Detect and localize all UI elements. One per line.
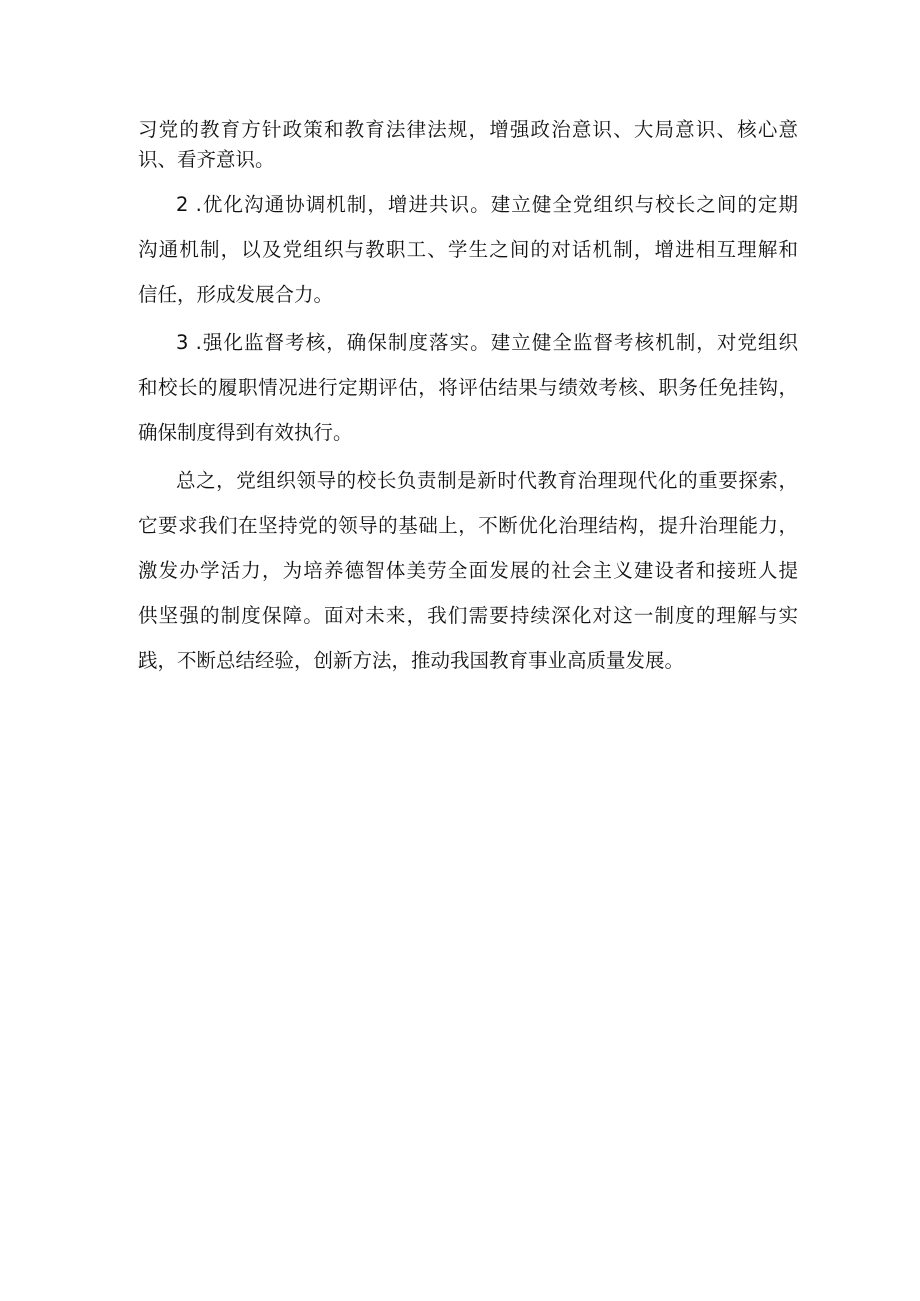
paragraph-line: 沟通机制，以及党组织与教职工、学生之间的对话机制，增进相互理解和	[138, 238, 798, 261]
paragraph-line: 它要求我们在坚持党的领导的基础上，不断优化治理结构，提升治理能力，	[138, 514, 798, 537]
paragraph-line: 3 .强化监督考核，确保制度落实。建立健全监督考核机制，对党组织	[176, 331, 798, 354]
paragraph-item-2	[138, 190, 798, 310]
paragraph-conclusion	[138, 466, 798, 676]
paragraph-line: 习党的教育方针政策和教育法律法规，增强政治意识、大局意识、核心意	[138, 118, 798, 141]
paragraph-line: 识、看齐意识。	[138, 148, 275, 171]
paragraph-item-3	[138, 328, 798, 448]
paragraph-line: 确保制度得到有效执行。	[138, 421, 353, 444]
paragraph-line: 激发办学活力，为培养德智体美劳全面发展的社会主义建设者和接班人提	[138, 559, 798, 582]
document-body	[138, 115, 798, 676]
paragraph-line: 总之，党组织领导的校长负责制是新时代教育治理现代化的重要探索，	[176, 469, 798, 492]
paragraph-line: 信任，形成发展合力。	[138, 283, 334, 306]
paragraph-line: 2 .优化沟通协调机制，增进共识。建立健全党组织与校长之间的定期	[176, 193, 798, 216]
paragraph-continuation	[138, 115, 798, 175]
paragraph-line: 供坚强的制度保障。面对未来，我们需要持续深化对这一制度的理解与实	[138, 604, 798, 627]
paragraph-line: 和校长的履职情况进行定期评估，将评估结果与绩效考核、职务任免挂钩，	[138, 376, 798, 399]
paragraph-line: 践，不断总结经验，创新方法，推动我国教育事业高质量发展。	[138, 649, 685, 672]
